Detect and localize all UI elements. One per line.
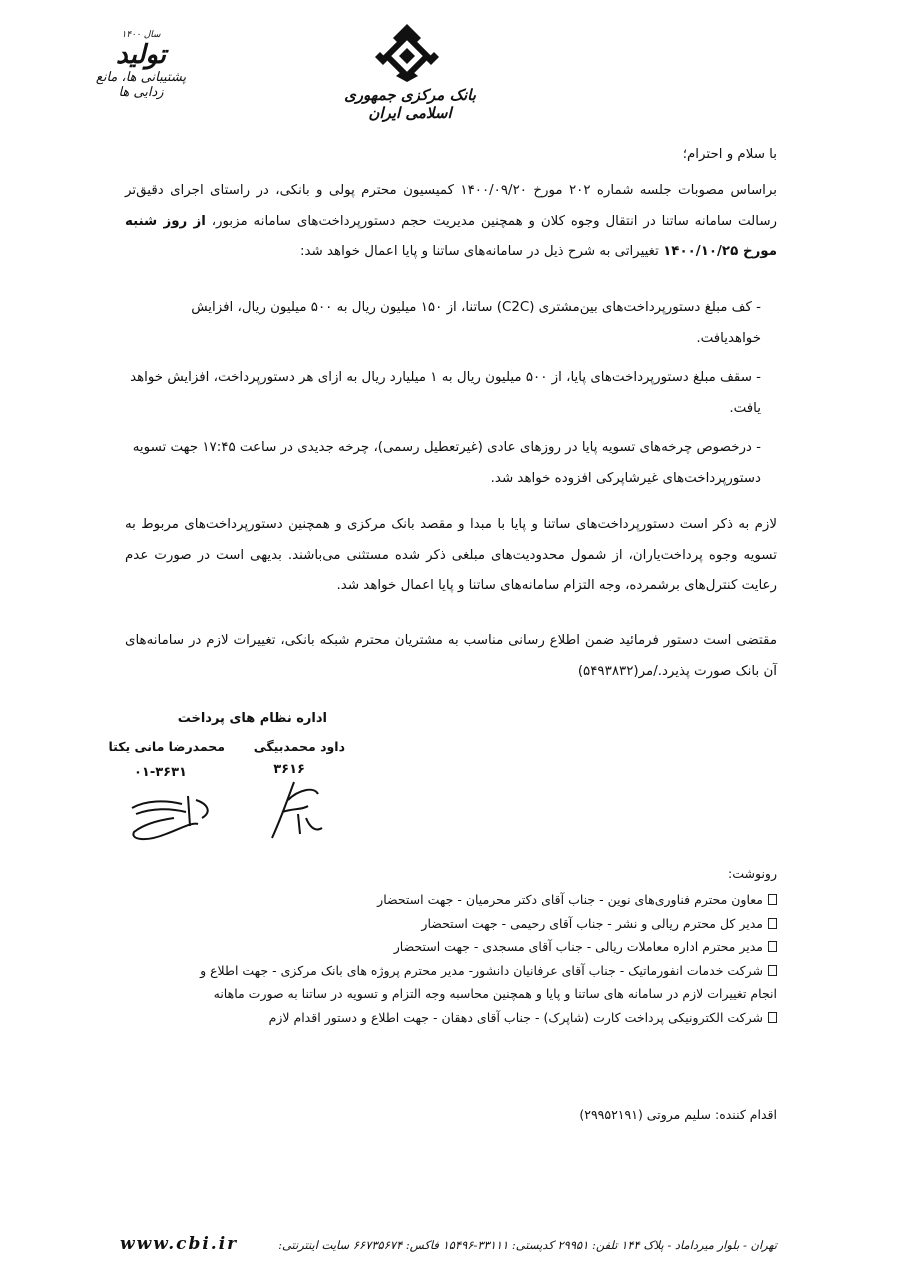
cc-item: شرکت الکترونیکی پرداخت کارت (شاپرک) - جناب آقای دهقان - جهت اطلاع و دستور اقدام لازم	[200, 1006, 777, 1030]
cc-item-continued: انجام تغییرات لازم در سامانه های ساتنا و پایا و همچنین محاسبه وجه التزام و تسویه در ساتنا به صورت ماهانه	[213, 986, 777, 1001]
action-officer: اقدام کننده: سلیم مروتی (۲۹۹۵۲۱۹۱)	[579, 1107, 777, 1122]
bullet-item: - سقف مبلغ دستورپرداخت‌های پایا، از ۵۰۰ میلیون ریال به ۱ میلیارد ریال به ازای هر دستورپرداخت، افزایش خواهد یافت.	[130, 370, 761, 416]
signer2-code: ۰۱-۳۶۳۱	[133, 765, 187, 780]
checkbox-icon	[768, 1012, 777, 1023]
website-link[interactable]: www.cbi.ir	[120, 1234, 239, 1254]
bullet-list	[125, 292, 761, 494]
cc-list	[200, 888, 777, 1029]
slogan-year: سال ۱۴۰۰	[121, 30, 161, 40]
exemption-paragraph: لازم به ذکر است دستورپرداخت‌های ساتنا و پایا با مبدا و مقصد بانک مرکزی و همچنین دستورپرداخت‌های مربوط به تسویه وجوه پرداخت‌یاران، از شمول محدودیت‌های مبلغی ذکر شده مستثنی می‌باشند. بدیهی است در صورت عدم رعایت کنترل‌های برشمرده، وجه التزام سامانه‌های ساتنا و پایا اعمال خواهد شد.	[125, 517, 777, 593]
closing-paragraph: مقتضی است دستور فرمائید ضمن اطلاع رسانی مناسب به مشتریان محترم شبکه بانکی، تغییرات لازم در سامانه‌های آن بانک صورت پذیرد./مر(۵۴۹۳۸۳۲)	[125, 633, 777, 679]
bullet-item: - درخصوص چرخه‌های تسویه پایا در روزهای عادی (غیرتعطیل رسمی)، چرخه جدیدی در ساعت ۱۷:۴۵ جهت تسویه دستورپرداخت‌های غیرشاپرکی افزوده خواهد شد.	[132, 440, 761, 486]
intro-paragraph	[125, 176, 777, 268]
year-slogan	[86, 30, 196, 110]
intro-text-a: براساس مصوبات جلسه شماره ۲۰۲ مورخ ۱۴۰۰/۰۹/۲۰ کمیسیون محترم پولی و بانکی، در راستای اجرای دقیق‌تر رسالت سامانه ساتنا در انتقال وجوه کلان و همچنین مدیریت حجم دستورپرداخت‌های سامانه مزبور،	[125, 183, 778, 229]
bank-name: بانک مرکزی جمهوری اسلامی ایران	[344, 86, 476, 122]
slogan-main: تولید	[115, 40, 167, 70]
cc-item: معاون محترم فناوری‌های نوین - جناب آقای دکتر محرمیان - جهت استحضار	[200, 888, 777, 912]
signer1-code: ۳۶۱۶	[273, 762, 305, 777]
cc-label: رونوشت:	[728, 866, 777, 881]
cc-item: مدیر محترم اداره معاملات ریالی - جناب آقای مسجدی - جهت استحضار	[200, 935, 777, 959]
signer1-name: داود محمدبیگی	[253, 739, 345, 754]
signature-mark-2	[126, 790, 218, 850]
checkbox-icon	[768, 941, 777, 952]
cc-item: مدیر کل محترم ریالی و نشر - جناب آقای رحیمی - جهت استحضار	[200, 912, 777, 936]
cc-item: شرکت خدمات انفورماتیک - جناب آقای عرفانیان دانشور- مدیر محترم پروژه های بانک مرکزی - جهت اطلاع و	[200, 959, 777, 983]
checkbox-icon	[768, 894, 777, 905]
central-bank-logo	[372, 22, 442, 84]
checkbox-icon	[768, 918, 777, 929]
slogan-sub: پشتیبانی ها، مانع زدایی ها	[95, 70, 187, 100]
intro-date-bold: از روز شنبه مورخ ۱۴۰۰/۱۰/۲۵	[125, 213, 777, 259]
signature-mark-1	[258, 778, 328, 848]
signer2-name: محمدرضا مانی یکتا	[108, 739, 225, 754]
intro-text-b: تغییراتی به شرح ذیل در سامانه‌های ساتنا و پایا اعمال خواهد شد:	[300, 244, 659, 259]
footer-address: تهران - بلوار میرداماد - پلاک ۱۴۴ تلفن: ۲۹۹۵۱ کدپستی: ۳۳۱۱۱-۱۵۴۹۶ فاکس: ۶۶۷۳۵۶۷۴ سایت اینترنتی:	[278, 1238, 777, 1252]
department-title: اداره نظام های پرداخت	[177, 711, 327, 726]
greeting: با سلام و احترام؛	[682, 147, 777, 162]
bullet-item: - کف مبلغ دستورپرداخت‌های بین‌مشتری (C2C) ساتنا، از ۱۵۰ میلیون ریال به ۵۰۰ میلیون ریال، افزایش خواهدیافت.	[191, 300, 761, 346]
checkbox-icon	[768, 965, 777, 976]
